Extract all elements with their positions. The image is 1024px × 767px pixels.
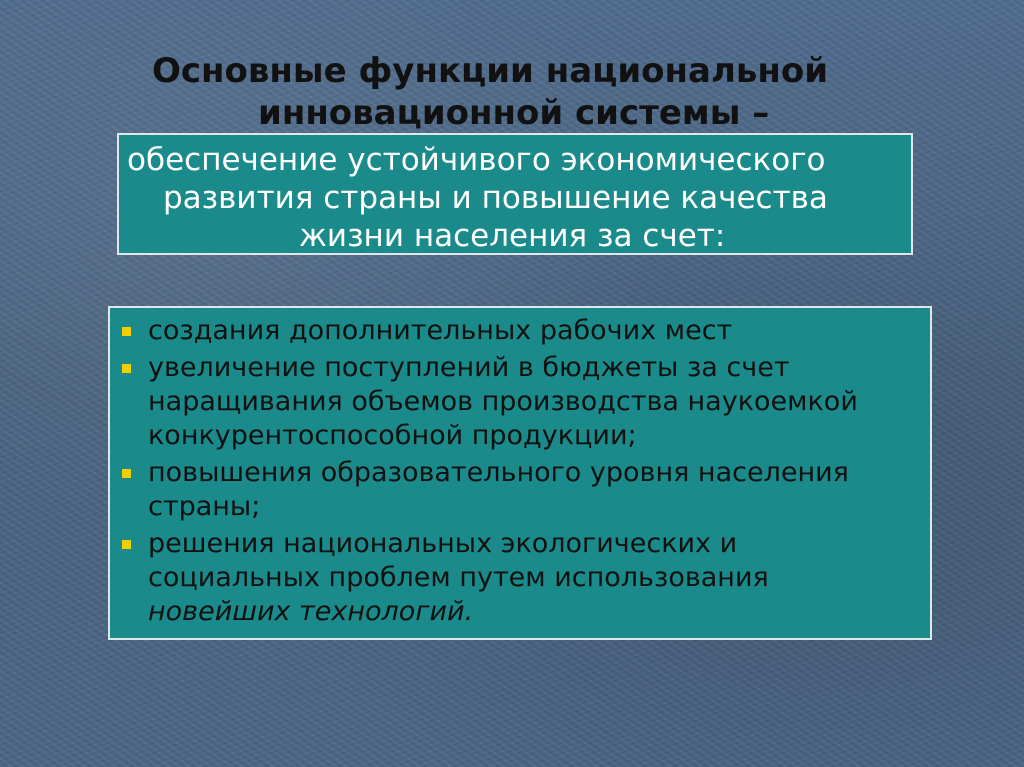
emphasized-text: новейших технологий.: [148, 596, 474, 627]
slide-title-line-1: Основные функции национальной: [152, 51, 829, 91]
slide-title: [120, 50, 920, 134]
square-bullet-icon: [122, 327, 131, 336]
lead-statement-line-3: жизни населения за счет:: [299, 218, 726, 254]
list-item-text: социальных проблем путем использования: [148, 562, 769, 593]
square-bullet-icon: [122, 364, 131, 373]
functions-list: [118, 314, 918, 629]
lead-statement-box: [117, 133, 913, 255]
list-item: [118, 527, 918, 629]
list-item: [118, 351, 918, 453]
square-bullet-icon: [122, 469, 131, 478]
list-item-text: создания дополнительных рабочих мест: [148, 315, 733, 346]
list-item-text: наращивания объемов производства наукоемкой: [148, 386, 858, 417]
list-item: [118, 314, 918, 348]
square-bullet-icon: [122, 540, 131, 549]
list-item-text: конкурентоспособной продукции;: [148, 420, 637, 451]
list-item-text: страны;: [148, 491, 261, 522]
list-item-text: повышения образовательного уровня населения: [148, 457, 849, 488]
lead-statement-line-2: развития страны и повышение качества: [163, 180, 828, 216]
functions-list-box: [108, 306, 932, 640]
slide-title-line-2: инновационной системы –: [258, 93, 770, 133]
list-item-text: увеличение поступлений в бюджеты за счет: [148, 352, 790, 383]
list-item: [118, 456, 918, 524]
list-item-italic-text: [148, 595, 918, 629]
lead-statement-line-1: обеспечение устойчивого экономического: [127, 142, 826, 178]
list-item-text: решения национальных экологических и: [148, 528, 738, 559]
